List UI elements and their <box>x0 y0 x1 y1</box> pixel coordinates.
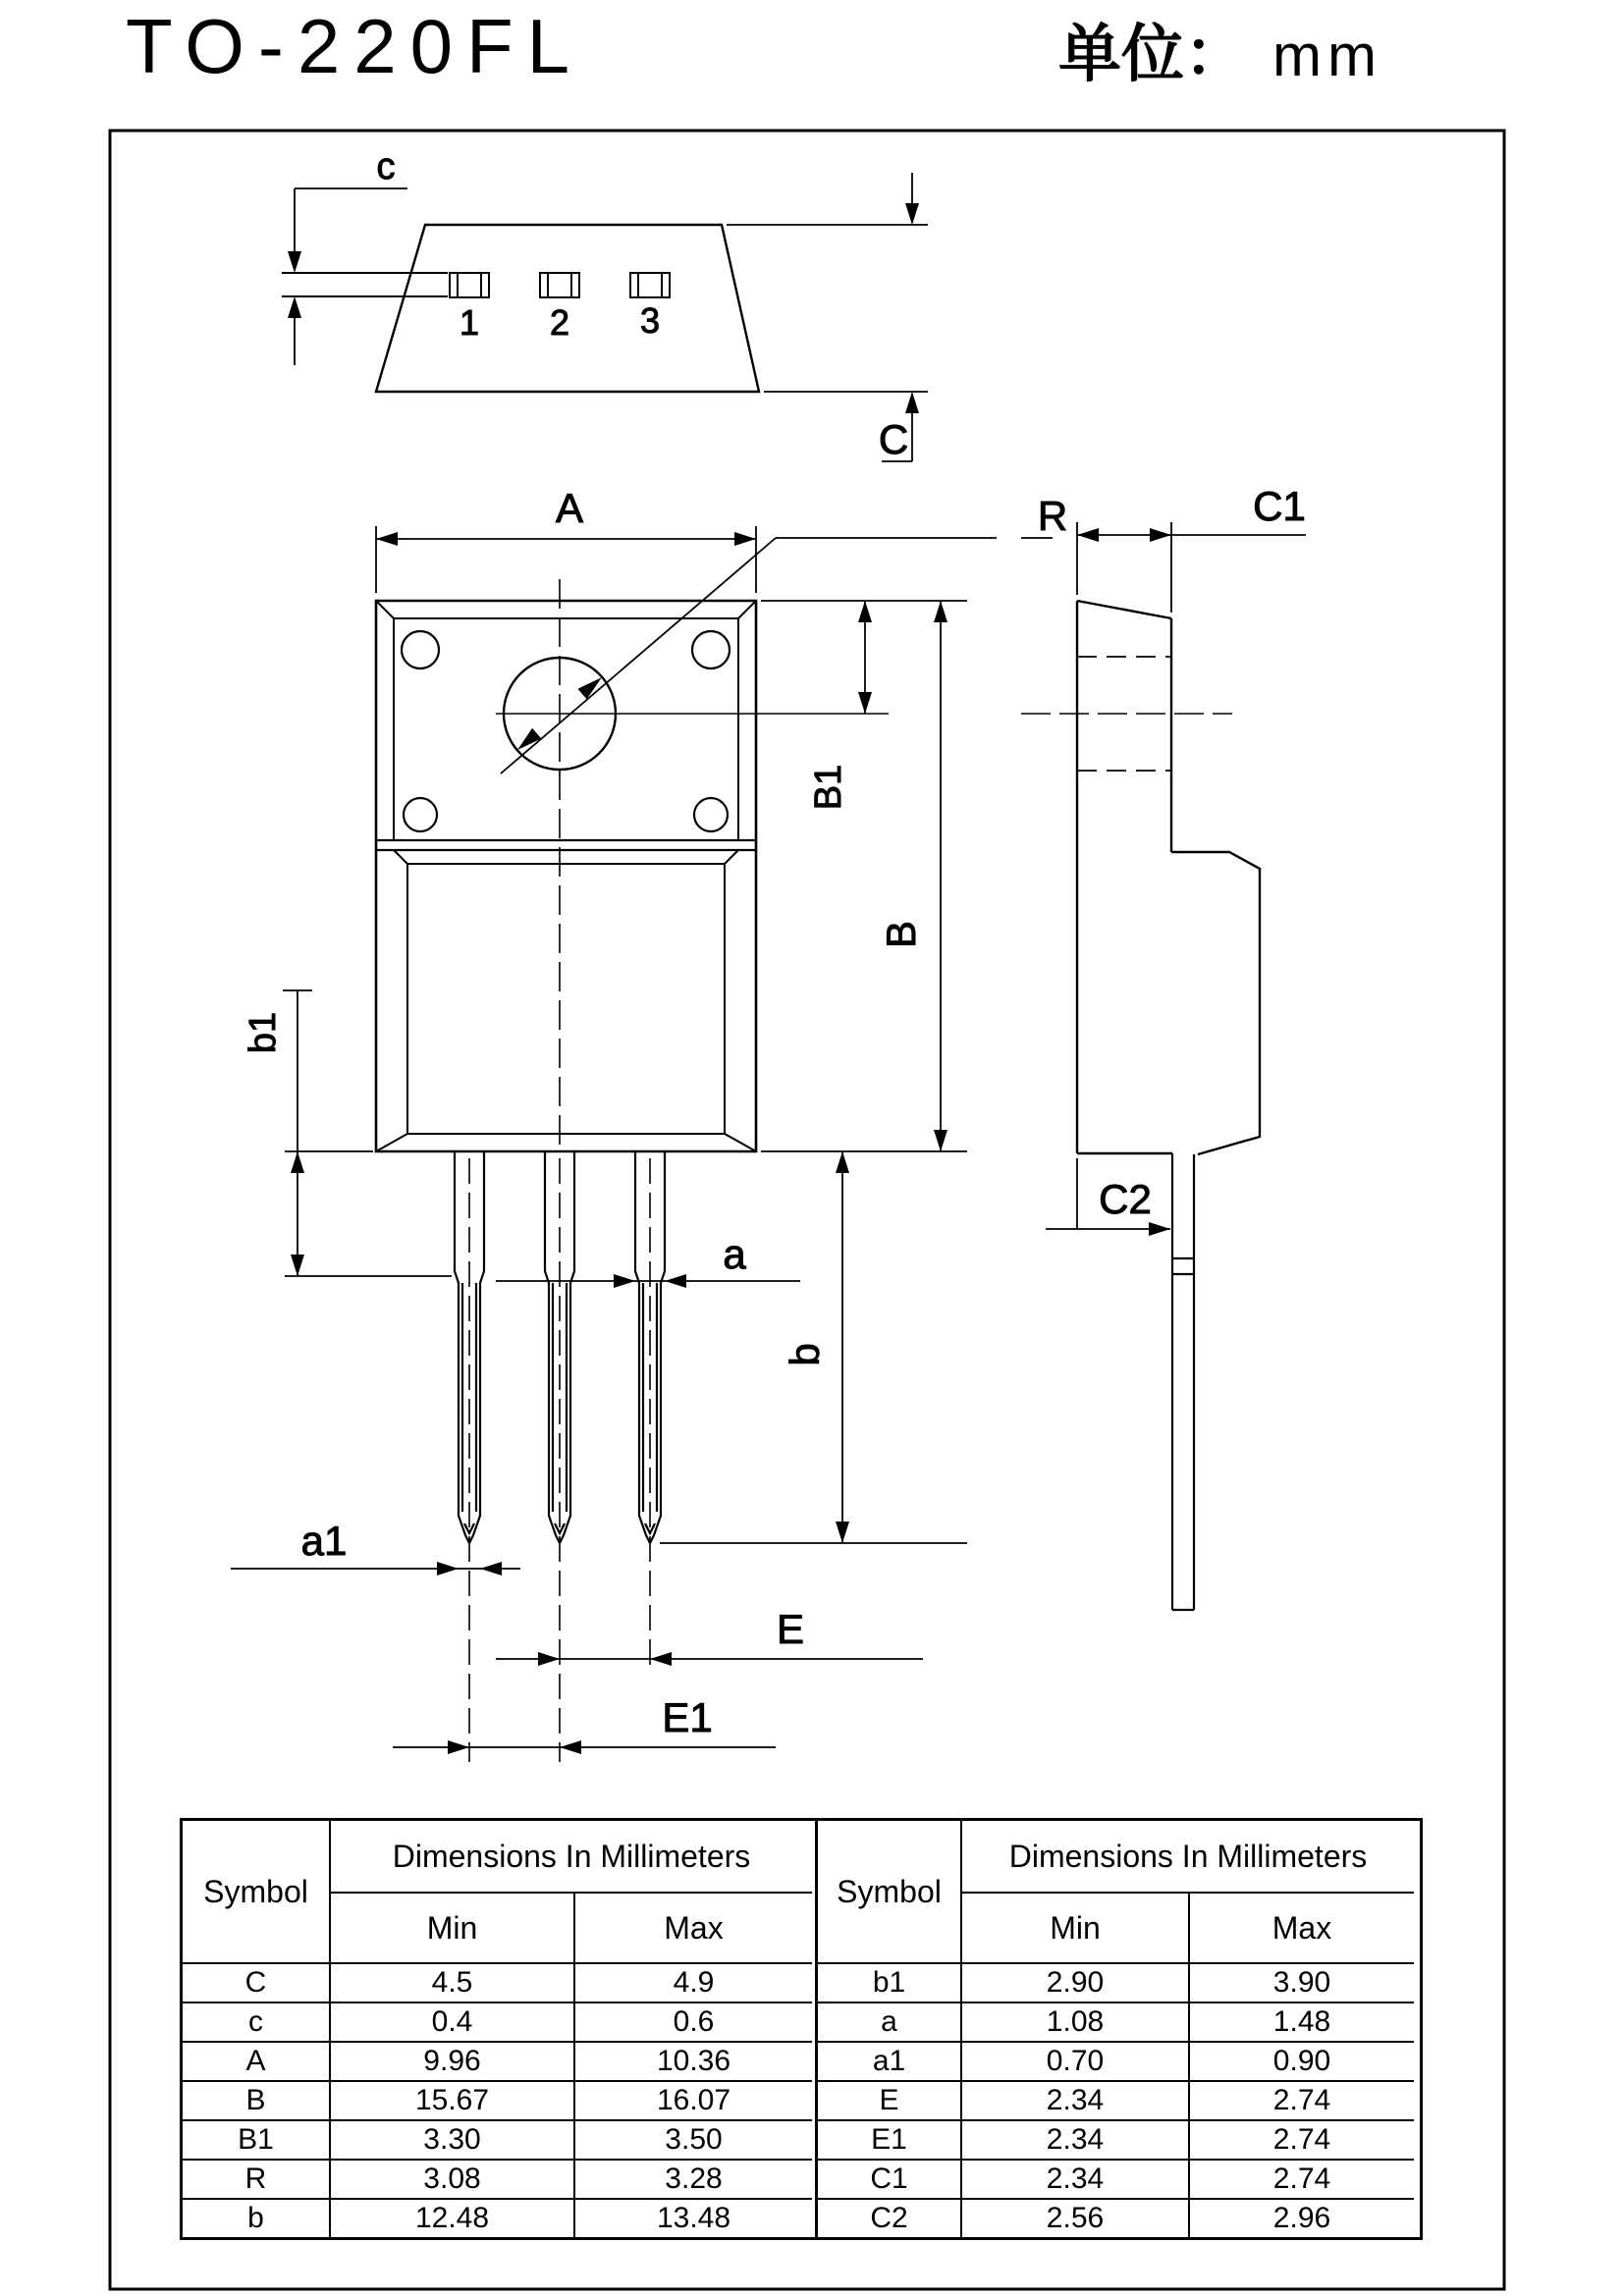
dim-A <box>376 526 756 593</box>
table-cell: C <box>183 1962 329 2002</box>
table-cell: c <box>183 2002 329 2041</box>
header-dimensions: Dimensions In Millimeters <box>960 1821 1414 1892</box>
label-E1: E1 <box>662 1694 713 1740</box>
side-view <box>1046 522 1306 1610</box>
label-E: E <box>776 1606 805 1652</box>
body-inner-outline <box>376 850 756 1151</box>
label-a: a <box>723 1231 746 1277</box>
unit-label: 单位： <box>1058 19 1247 91</box>
label-R: R <box>1037 493 1068 539</box>
table-cell: 0.6 <box>573 2002 812 2041</box>
label-pin1: 1 <box>459 302 480 343</box>
table-cell: R <box>183 2159 329 2198</box>
table-cell: 2.90 <box>960 1962 1188 2002</box>
dimensions-table-right <box>815 1818 1423 2240</box>
table-cell: E <box>818 2080 960 2119</box>
header-max: Max <box>573 1892 812 1962</box>
table-cell: b1 <box>818 1962 960 2002</box>
table-cell: A <box>183 2041 329 2080</box>
label-B1: B1 <box>808 764 849 811</box>
dim-b <box>836 1151 849 1543</box>
table-cell: 2.34 <box>960 2119 1188 2159</box>
table-cell: 2.74 <box>1188 2119 1414 2159</box>
table-cell: 0.70 <box>960 2041 1188 2080</box>
header-symbol: Symbol <box>203 1873 308 1909</box>
table-cell: 3.90 <box>1188 1962 1414 2002</box>
table-cell: a <box>818 2002 960 2041</box>
label-pin2: 2 <box>549 302 570 343</box>
header-symbol: Symbol <box>837 1873 942 1909</box>
corner-holes <box>402 631 730 831</box>
label-pin3: 3 <box>639 300 661 341</box>
label-b1: b1 <box>243 1011 284 1054</box>
table-cell: 4.9 <box>573 1962 812 2002</box>
dim-a <box>496 1274 800 1288</box>
header-dimensions: Dimensions In Millimeters <box>329 1821 812 1892</box>
side-body-outline <box>1077 601 1260 1154</box>
top-view <box>282 173 928 461</box>
table-cell: 9.96 <box>329 2041 573 2080</box>
extension-lines-right <box>660 601 967 1543</box>
table-cell: B1 <box>183 2119 329 2159</box>
table-cell: B <box>183 2080 329 2119</box>
front-body-outline <box>376 601 756 1151</box>
page-title: TO-220FL <box>126 3 584 89</box>
label-C2: C2 <box>1099 1176 1152 1222</box>
label-A: A <box>555 485 584 531</box>
table-cell: 0.4 <box>329 2002 573 2041</box>
dim-C1 <box>1077 522 1306 613</box>
dimension-labels <box>243 146 1306 1740</box>
dim-B <box>934 601 947 1151</box>
table-cell: b <box>183 2198 329 2237</box>
pin-centerlines <box>469 1158 650 1762</box>
table-cell: 2.56 <box>960 2198 1188 2237</box>
label-C1: C1 <box>1253 483 1306 529</box>
table-cell: 4.5 <box>329 1962 573 2002</box>
table-cell: a1 <box>818 2041 960 2080</box>
table-cell: 2.34 <box>960 2159 1188 2198</box>
table-cell: 3.50 <box>573 2119 812 2159</box>
label-B: B <box>878 920 924 949</box>
table-cell: C2 <box>818 2198 960 2237</box>
unit-value: mm <box>1272 23 1382 88</box>
dimensions-table-left <box>180 1818 821 2240</box>
front-view <box>231 526 1232 1762</box>
table-cell: 2.34 <box>960 2080 1188 2119</box>
table-cell: 1.08 <box>960 2002 1188 2041</box>
table-cell: C1 <box>818 2159 960 2198</box>
table-cell: 0.90 <box>1188 2041 1414 2080</box>
dim-a1 <box>231 1562 520 1575</box>
lead-section-lines <box>282 273 448 296</box>
dim-c-small <box>288 188 407 365</box>
table-cell: 10.36 <box>573 2041 812 2080</box>
table-cell: 1.48 <box>1188 2002 1414 2041</box>
table-cell: E1 <box>818 2119 960 2159</box>
header-min: Min <box>960 1892 1188 1962</box>
header-max: Max <box>1188 1892 1414 1962</box>
label-a1: a1 <box>300 1518 348 1564</box>
table-cell: 3.28 <box>573 2159 812 2198</box>
table-cell: 2.74 <box>1188 2080 1414 2119</box>
dim-B1 <box>858 601 872 714</box>
table-cell: 2.96 <box>1188 2198 1414 2237</box>
label-C: C <box>878 416 909 462</box>
dim-R-leader <box>501 538 1053 774</box>
label-c-small: c <box>376 146 396 187</box>
table-cell: 16.07 <box>573 2080 812 2119</box>
table-cell: 13.48 <box>573 2198 812 2237</box>
dim-E1 <box>393 1740 776 1754</box>
table-cell: 2.74 <box>1188 2159 1414 2198</box>
table-cell: 3.30 <box>329 2119 573 2159</box>
tab-body-junction <box>376 840 756 850</box>
side-view-lead <box>1172 1153 1194 1610</box>
table-cell: 3.08 <box>329 2159 573 2198</box>
table-cell: 12.48 <box>329 2198 573 2237</box>
table-cell: 15.67 <box>329 2080 573 2119</box>
top-view-pins <box>450 273 670 297</box>
header-min: Min <box>329 1892 573 1962</box>
label-b: b <box>782 1343 828 1366</box>
